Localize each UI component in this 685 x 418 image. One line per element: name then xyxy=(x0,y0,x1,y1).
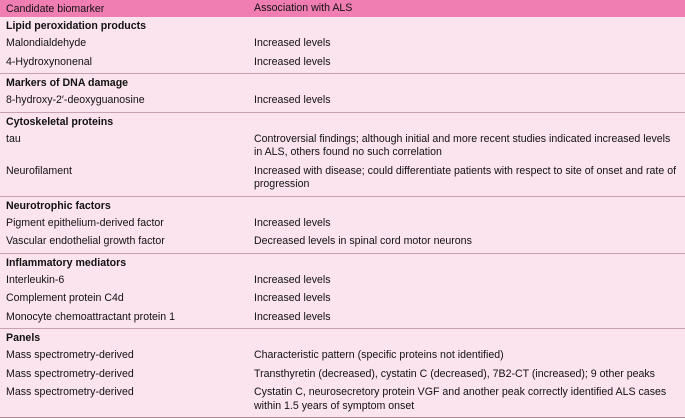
biomarker-cell: 4-Hydroxynonenal xyxy=(6,55,92,68)
association-cell: Increased levels xyxy=(254,216,331,229)
section-title: Cytoskeletal proteins xyxy=(6,115,114,128)
association-cell: Increased levels xyxy=(254,292,331,304)
table-header xyxy=(0,0,685,17)
biomarker-cell: Pigment epithelium-derived factor xyxy=(6,216,164,229)
association-cell: Increased with disease; could differentiate patients with respect to site of onset and rate of progression xyxy=(254,164,677,190)
biomarker-cell: Malondialdehyde xyxy=(6,37,87,49)
table-section xyxy=(0,112,685,196)
association-cell: Characteristic pattern (specific proteins not identified) xyxy=(254,349,504,361)
biomarker-cell: 8-hydroxy-2′-deoxyguanosine xyxy=(6,94,145,106)
biomarker-cell: Complement protein C4d xyxy=(6,292,124,304)
section-title: Inflammatory mediators xyxy=(6,256,127,269)
biomarker-cell: Neurofilament xyxy=(6,164,72,177)
table-section xyxy=(0,328,685,417)
table-body xyxy=(0,17,685,417)
association-cell: Increased levels xyxy=(254,310,331,323)
table-section xyxy=(0,17,685,73)
table-row xyxy=(0,347,685,366)
table-row xyxy=(0,309,685,328)
section-title: Panels xyxy=(6,332,41,344)
header-candidate-biomarker: Candidate biomarker xyxy=(6,3,105,15)
table-row xyxy=(0,131,685,163)
section-title: Markers of DNA damage xyxy=(6,77,129,89)
biomarker-cell: Mass spectrometry-derived xyxy=(6,386,134,398)
biomarker-cell: Monocyte chemoattractant protein 1 xyxy=(6,310,176,323)
biomarker-cell: Interleukin-6 xyxy=(6,273,65,286)
table-section xyxy=(0,73,685,112)
association-cell: Increased levels xyxy=(254,94,331,106)
association-cell: Controversial findings; although initial and more recent studies indicated increased levels in ALS, others found no such correlation xyxy=(254,132,671,158)
association-cell: Increased levels xyxy=(254,55,331,68)
biomarker-cell: tau xyxy=(6,132,21,145)
table-row xyxy=(0,272,685,291)
association-cell: Increased levels xyxy=(254,37,331,49)
association-cell: Transthyretin (decreased), cystatin C (decreased), 7B2-CT (increased); 9 other peaks xyxy=(254,367,655,380)
association-cell: Increased levels xyxy=(254,273,331,286)
header-association-with-als: Association with ALS xyxy=(254,2,353,15)
table-row xyxy=(0,215,685,234)
table-section xyxy=(0,196,685,253)
table-row xyxy=(0,366,685,385)
biomarker-cell: Vascular endothelial growth factor xyxy=(6,235,165,247)
table-section xyxy=(0,253,685,329)
section-title: Lipid peroxidation products xyxy=(6,20,147,32)
table-row xyxy=(0,54,685,73)
table-row xyxy=(0,163,685,195)
biomarker-cell: Mass spectrometry-derived xyxy=(6,349,134,361)
table-row xyxy=(0,92,685,111)
table-row xyxy=(0,233,685,252)
table-row xyxy=(0,35,685,54)
table-row xyxy=(0,290,685,309)
section-title: Neurotrophic factors xyxy=(6,199,111,212)
biomarker-cell: Mass spectrometry-derived xyxy=(6,367,134,380)
association-cell: Decreased levels in spinal cord motor neurons xyxy=(254,235,472,247)
table-row xyxy=(0,384,685,416)
association-cell: Cystatin C, neurosecretory protein VGF and another peak correctly identified ALS cases within 1.5 years of symptom onset xyxy=(254,386,667,412)
